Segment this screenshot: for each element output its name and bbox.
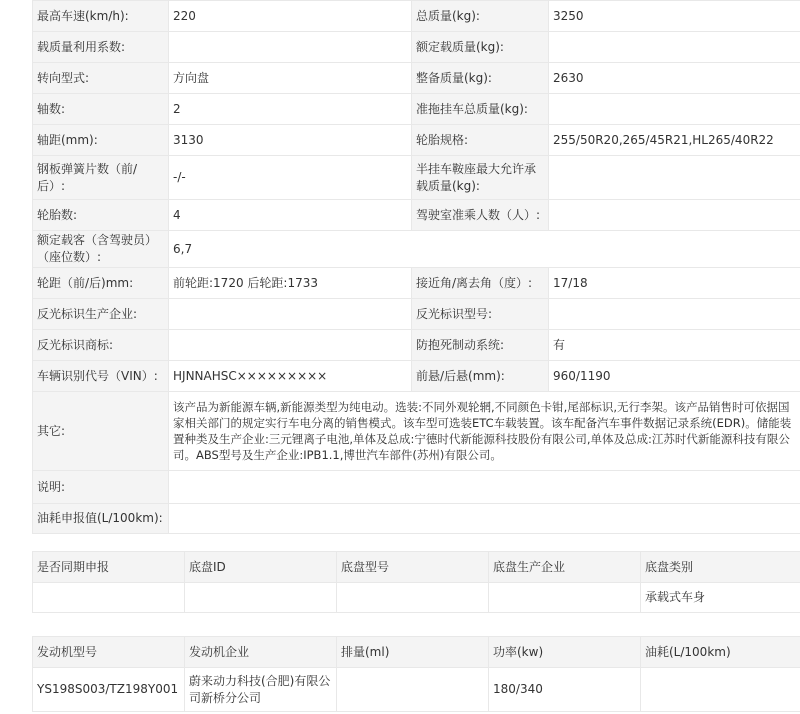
spec-value: 17/18 <box>549 268 800 299</box>
engine-header-cell: 功率(kw) <box>489 637 641 668</box>
engine-table <box>32 636 800 712</box>
spec-label: 接近角/离去角（度）: <box>412 268 549 299</box>
spec-value: 3130 <box>169 125 412 156</box>
spec-label: 载质量利用系数: <box>33 32 169 63</box>
engine-cell <box>641 668 800 712</box>
spec-label: 最高车速(km/h): <box>33 1 169 32</box>
spec-value: 有 <box>549 330 800 361</box>
spec-label: 防抱死制动系统: <box>412 330 549 361</box>
spec-label: 反光标识型号: <box>412 299 549 330</box>
spec-label: 总质量(kg): <box>412 1 549 32</box>
spec-row <box>33 299 800 330</box>
spec-value <box>169 32 412 63</box>
spec-value: 4 <box>169 200 412 231</box>
spec-label: 轮胎规格: <box>412 125 549 156</box>
spec-value <box>169 299 412 330</box>
spec-value: 3250 <box>549 1 800 32</box>
spec-label: 前悬/后悬(mm): <box>412 361 549 392</box>
engine-header-row <box>33 637 800 668</box>
spec-label: 半挂车鞍座最大允许承载质量(kg): <box>412 156 549 200</box>
engine-cell: YS198S003/TZ198Y001 <box>33 668 185 712</box>
spec-value: 前轮距:1720 后轮距:1733 <box>169 268 412 299</box>
spec-label-fuel: 油耗申报值(L/100km): <box>33 504 169 534</box>
spec-label: 额定载质量(kg): <box>412 32 549 63</box>
spec-value: 255/50R20,265/45R21,HL265/40R22 <box>549 125 800 156</box>
spec-row <box>33 156 800 200</box>
spec-value: 220 <box>169 1 412 32</box>
vehicle-spec-table <box>32 0 800 534</box>
chassis-header-cell: 底盘生产企业 <box>489 552 641 583</box>
spec-label-note: 说明: <box>33 471 169 504</box>
spec-value: 方向盘 <box>169 63 412 94</box>
spec-label: 轴数: <box>33 94 169 125</box>
chassis-cell <box>489 583 641 613</box>
engine-data-row <box>33 668 800 712</box>
spec-value <box>549 156 800 200</box>
spec-label: 车辆识别代号（VIN）: <box>33 361 169 392</box>
chassis-cell <box>33 583 185 613</box>
engine-cell: 180/340 <box>489 668 641 712</box>
spec-value <box>549 32 800 63</box>
spec-label: 反光标识商标: <box>33 330 169 361</box>
spec-value <box>549 299 800 330</box>
spec-label: 额定载客（含驾驶员）（座位数）: <box>33 231 169 268</box>
spec-row <box>33 63 800 94</box>
spec-label: 轮胎数: <box>33 200 169 231</box>
chassis-cell <box>337 583 489 613</box>
spec-row <box>33 268 800 299</box>
spec-label: 驾驶室准乘人数（人）: <box>412 200 549 231</box>
spec-value: HJNNAHSC××××××××× <box>169 361 412 392</box>
spec-label: 反光标识生产企业: <box>33 299 169 330</box>
chassis-header-row <box>33 552 800 583</box>
spec-row <box>33 1 800 32</box>
spec-value: 2630 <box>549 63 800 94</box>
spec-label: 轮距（前/后)mm: <box>33 268 169 299</box>
engine-cell <box>337 668 489 712</box>
spec-label: 钢板弹簧片数（前/后）: <box>33 156 169 200</box>
chassis-cell <box>185 583 337 613</box>
chassis-header-cell: 底盘ID <box>185 552 337 583</box>
engine-header-cell: 油耗(L/100km) <box>641 637 800 668</box>
spec-row <box>33 231 800 268</box>
spec-row-other <box>33 392 800 471</box>
spec-value: 960/1190 <box>549 361 800 392</box>
chassis-header-cell: 底盘类别 <box>641 552 800 583</box>
spec-value <box>549 94 800 125</box>
spec-label: 转向型式: <box>33 63 169 94</box>
spec-value: 2 <box>169 94 412 125</box>
spec-row <box>33 200 800 231</box>
engine-header-cell: 发动机企业 <box>185 637 337 668</box>
engine-cell: 蔚来动力科技(合肥)有限公司新桥分公司 <box>185 668 337 712</box>
engine-header-cell: 发动机型号 <box>33 637 185 668</box>
spec-label: 轴距(mm): <box>33 125 169 156</box>
spec-row <box>33 94 800 125</box>
spec-label-other: 其它: <box>33 392 169 471</box>
spec-value <box>169 330 412 361</box>
spec-row <box>33 330 800 361</box>
spec-value-note <box>169 471 800 504</box>
spec-value: 6,7 <box>169 231 800 268</box>
spec-row-note <box>33 471 800 504</box>
spec-value-fuel <box>169 504 800 534</box>
chassis-header-cell: 是否同期申报 <box>33 552 185 583</box>
spec-row-fuel <box>33 504 800 534</box>
spec-row <box>33 32 800 63</box>
spec-value: -/- <box>169 156 412 200</box>
spec-label: 整备质量(kg): <box>412 63 549 94</box>
spec-row <box>33 125 800 156</box>
chassis-data-row <box>33 583 800 613</box>
engine-header-cell: 排量(ml) <box>337 637 489 668</box>
spec-row <box>33 361 800 392</box>
chassis-table <box>32 551 800 613</box>
spec-label: 准拖挂车总质量(kg): <box>412 94 549 125</box>
chassis-cell: 承载式车身 <box>641 583 800 613</box>
chassis-header-cell: 底盘型号 <box>337 552 489 583</box>
spec-value-other: 该产品为新能源车辆,新能源类型为纯电动。选装:不同外观轮辋,不同颜色卡钳,尾部标识,无行李架。该产品销售时可依据国家相关部门的规定实行车电分离的销售模式。该车型可选装ETC车载装置。该车配备汽车事件数据记录系统(EDR)。储能装置种类及生产企业:三元锂离子电池,单体及总成:宁德时代新能源科技股份有限公司,单体及总成:江苏时代新能源科技有限公司。ABS型号及生产企业:IPB1.1,博世汽车部件(苏州)有限公司。 <box>169 392 800 471</box>
spec-value <box>549 200 800 231</box>
